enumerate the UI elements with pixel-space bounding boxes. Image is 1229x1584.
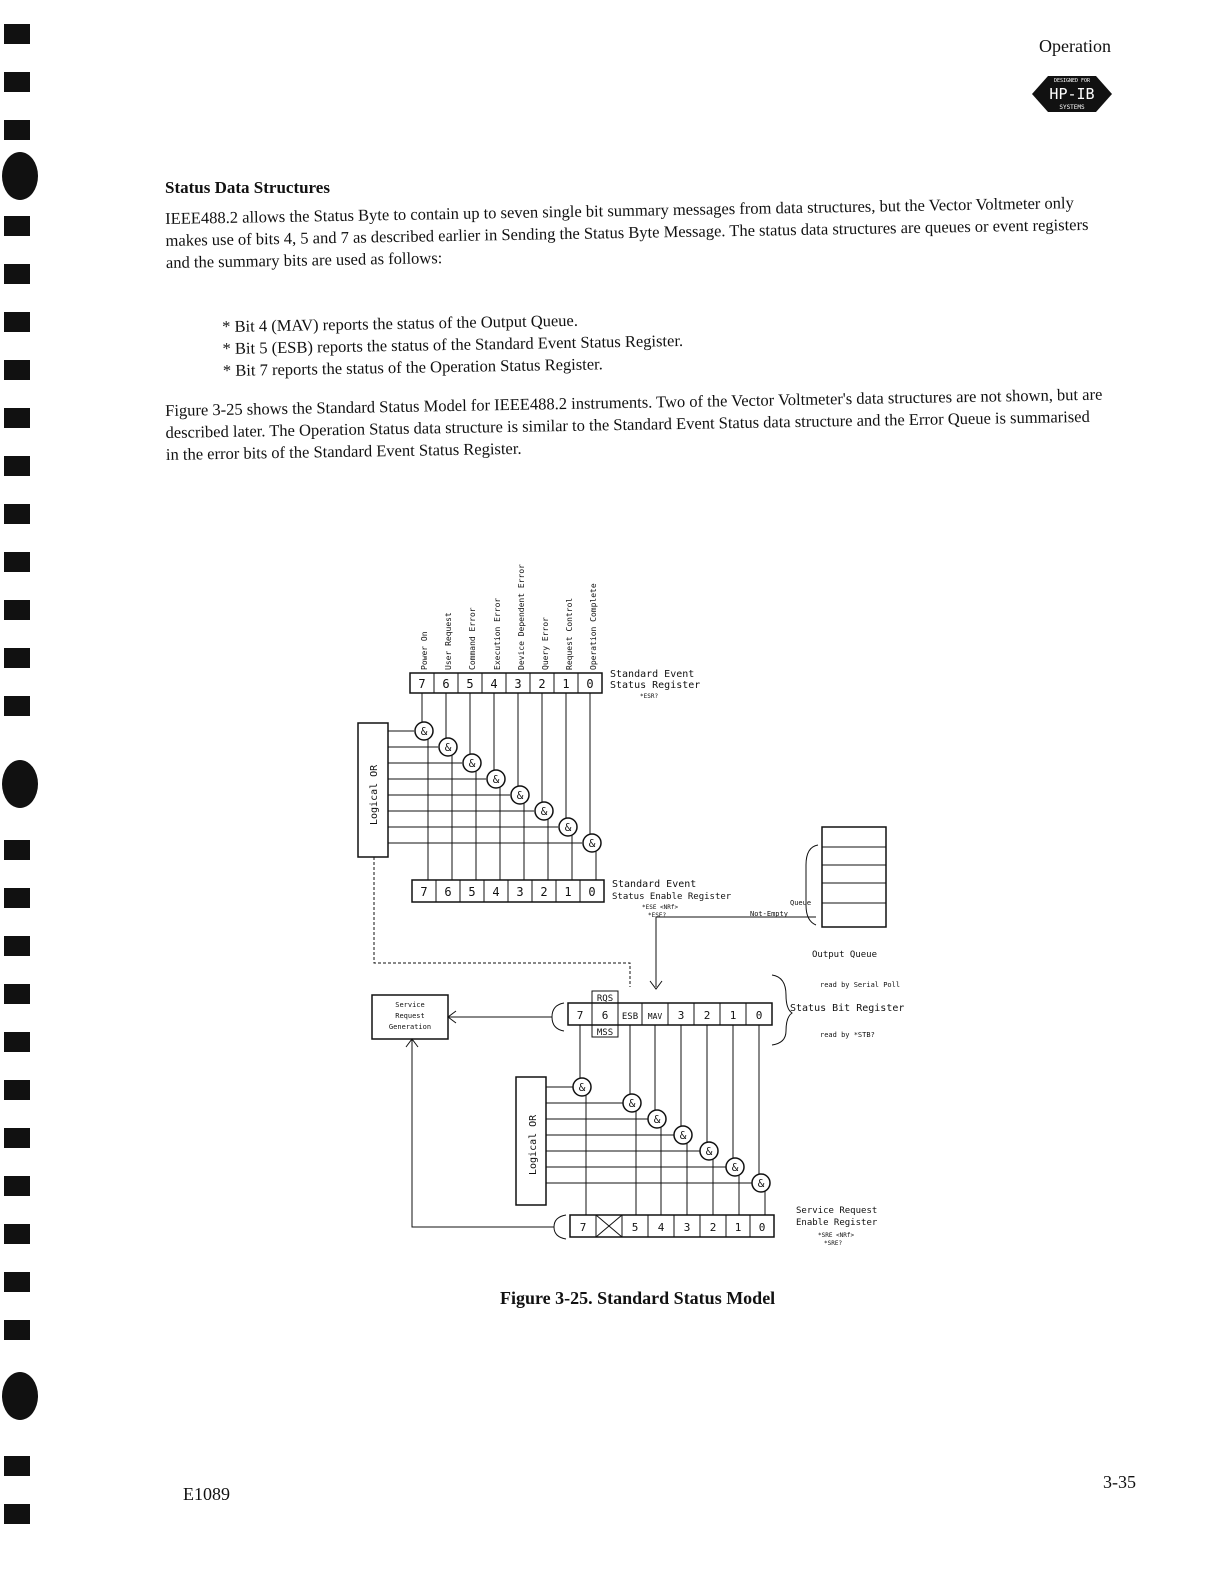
rqs-label: RQS [596,994,614,1004]
and-symbol: & [679,1129,687,1142]
hp-ib-logo [1030,72,1114,116]
sre-bit: 2 [709,1221,717,1234]
esr-bit: 7 [418,677,426,691]
status-byte-register [568,1003,772,1025]
list-item: * Bit 4 (MAV) reports the status of the Output Queue. [222,308,683,338]
and-symbol: & [516,789,524,802]
esr-bit: 6 [442,677,450,691]
logical-or-label: Logical OR [369,764,380,825]
ese-bit: 0 [588,885,596,899]
queue-not-empty-label: Queue [790,899,812,907]
mss-label: MSS [596,1028,614,1038]
event-bit-name: Query Error [541,617,550,670]
esr-label: Status Register [610,680,701,691]
and-gates [415,722,601,852]
sre-label: Service Request [796,1206,878,1216]
ese-bit: 7 [420,885,428,899]
list-item: * Bit 7 reports the status of the Operation Status Register. [223,352,684,382]
event-bit-name: Command Error [468,607,477,670]
event-bit-name: Execution Error [493,597,502,670]
ese-bit: 1 [564,885,572,899]
and-symbol: & [628,1097,636,1110]
sre-bit: 1 [734,1221,742,1234]
ese-bit: 6 [444,885,452,899]
and-symbol: & [705,1145,713,1158]
figure-caption: Figure 3-25. Standard Status Model [500,1288,776,1308]
and-symbol: & [468,757,476,770]
and-symbol: & [444,741,452,754]
and-symbol: & [588,837,596,850]
page-number: 3-35 [1103,1472,1136,1492]
stb-bit: 6 [601,1009,609,1022]
sre-bit: 7 [579,1221,587,1234]
and-symbol: & [420,725,428,738]
esr-bit: 0 [586,677,594,691]
srg-label: Service [395,1001,425,1009]
ese-bit: 3 [516,885,524,899]
sre-bit: 0 [758,1221,766,1234]
event-bit-name: Device Dependent Error [517,564,526,670]
ese-bit: 5 [468,885,476,899]
esr-bit: 4 [490,677,498,691]
queue-not-empty-label: Not-Empty [750,910,788,918]
esr-bit: 5 [466,677,474,691]
event-bit-name: Request Control [565,597,574,670]
stb-query-label: read by *STB? [820,1031,875,1039]
svg-text:HP-IB: HP-IB [1049,85,1095,103]
and-symbol: & [492,773,500,786]
stb-bit: 3 [677,1009,685,1022]
ese-label: Standard Event [612,879,697,890]
sre-bit: 5 [631,1221,639,1234]
status-bit-register-label: Status Bit Register [790,1003,905,1014]
srg-label: Generation [388,1023,432,1031]
ese-bit: 4 [492,885,500,899]
stb-bit: 1 [729,1009,737,1022]
and-symbol: & [540,805,548,818]
srg-label: Request [395,1012,425,1020]
esr-bit: 3 [514,677,522,691]
section-label: Operation [1039,36,1111,56]
and-symbol: & [564,821,572,834]
esr-label: Standard Event [610,669,695,680]
output-queue [822,827,886,927]
logical-or-label: Logical OR [528,1114,539,1175]
intro-paragraph: IEEE488.2 allows the Status Byte to contain up to seven single bit summary messages from data structures, but the Vector Voltmeter only makes use of bits 4, 5 and 7 as described earlier in Sending the Status Byte Message. The status data structures are queues or event registers and the summary bits are used as follows: [165,193,1089,272]
and-symbol: & [731,1161,739,1174]
svg-text:SYSTEMS: SYSTEMS [1059,104,1085,111]
list-item: * Bit 5 (ESB) reports the status of the Standard Event Status Register. [222,330,683,360]
figure-description-paragraph: Figure 3-25 shows the Standard Status Model for IEEE488.2 instruments. Two of the Vector Voltmeter's data structures are not shown, but are described later. The Operation Status data structure is similar to the Standard Event Status data structure and the Error Queue is summarised in the error bits of the Standard Event Status Register. [165,384,1103,464]
stb-bit: 2 [703,1009,711,1022]
stb-bit: 7 [576,1009,584,1022]
event-bit-name: Power On [420,631,429,670]
and-symbol: & [653,1113,661,1126]
esr-bit: 2 [538,677,546,691]
sre-label: Enable Register [796,1218,878,1228]
binding-marks [0,0,40,1584]
sre-query: *SRE? [824,1240,843,1247]
event-bit-name: Operation Complete [589,583,598,670]
svg-text:DESIGNED FOR: DESIGNED FOR [1053,78,1091,84]
standard-status-model-diagram [340,525,960,1265]
ese-label: Status Enable Register [612,892,732,902]
ese-bit: 2 [540,885,548,899]
and-symbol: & [757,1177,765,1190]
esr-query: *ESR? [640,693,659,700]
esr-bit: 1 [562,677,570,691]
output-queue-label: Output Queue [812,950,878,960]
ese-query: *ESE? [648,912,667,919]
sre-bit: 3 [683,1221,691,1234]
stb-bit: MAV [647,1012,663,1021]
summary-bit-list [222,308,684,382]
event-bit-name: User Request [444,612,453,670]
stb-bit: ESB [621,1012,639,1022]
sre-command: *SRE <NRf> [818,1232,855,1239]
sre-bit: 4 [657,1221,665,1234]
stb-bit: 0 [755,1009,763,1022]
ese-command: *ESE <NRf> [642,904,679,911]
and-symbol: & [578,1081,586,1094]
serial-poll-label: read by Serial Poll [820,981,901,989]
document-id: E1089 [183,1484,230,1504]
section-heading: Status Data Structures [165,178,330,197]
